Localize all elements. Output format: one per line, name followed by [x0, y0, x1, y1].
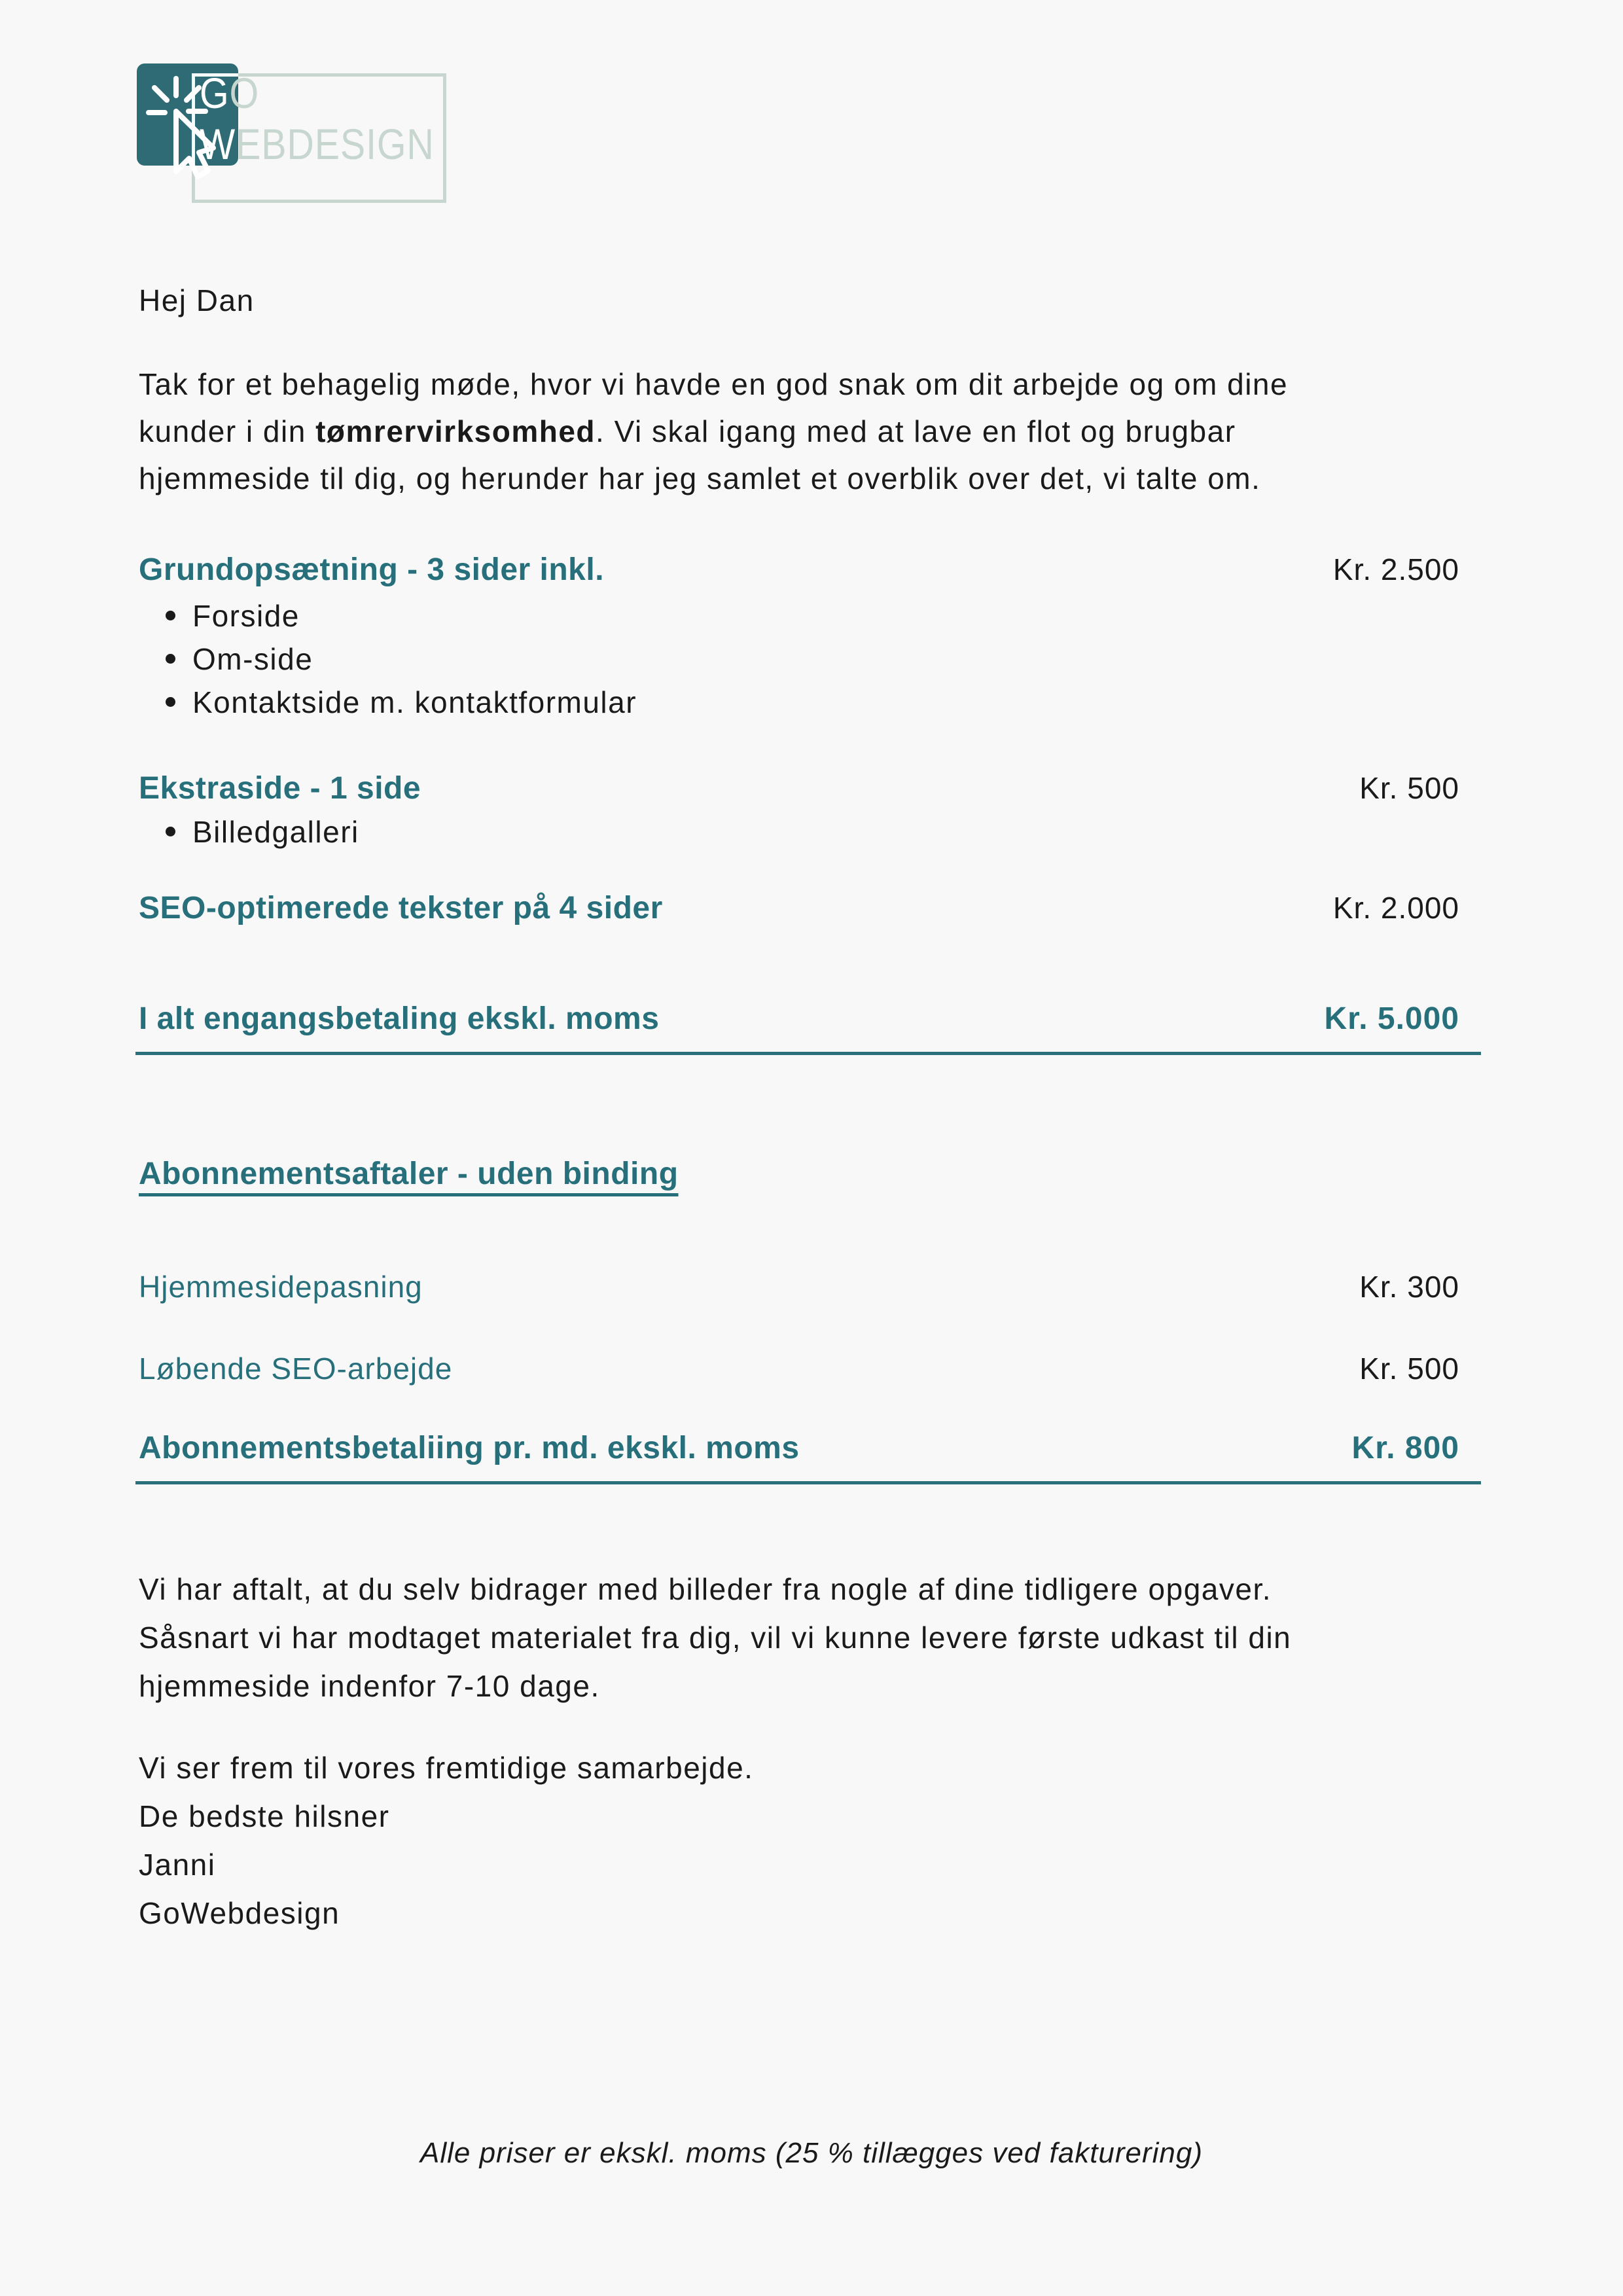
ekstraside-bullet-list — [139, 810, 359, 853]
logo-wordmark — [200, 67, 435, 170]
signature-line-2: Janni — [139, 1848, 216, 1882]
intro-line-1: Tak for et behagelig møde, hvor vi havde en god snak om dit arbejde og om dine — [139, 367, 1289, 401]
grundopsaetning-bullet-list — [139, 594, 637, 724]
intro-paragraph — [139, 361, 1288, 502]
bullet-item: Forside — [139, 594, 637, 637]
intro-line2-post: . Vi skal igang med at lave en flot og brugbar — [596, 414, 1236, 448]
closing-line-1: Vi har aftalt, at du selv bidrager med billeder fra nogle af dine tidligere opgaver. — [139, 1572, 1272, 1606]
footer-price-note: Alle priser er ekskl. moms (25 % tillægges ved fakturering) — [419, 2137, 1204, 2169]
signature-line-3: GoWebdesign — [139, 1896, 340, 1930]
bullet-item: Kontaktside m. kontaktformular — [139, 681, 637, 724]
section-price: Kr. 500 — [1359, 771, 1459, 805]
subscription-price: Kr. 300 — [1359, 1270, 1459, 1304]
logo-wordmark-line2 — [200, 118, 435, 170]
pricing-row-grundopsaetning — [139, 550, 1459, 590]
signature-line-1: De bedste hilsner — [139, 1799, 390, 1833]
logo-letter-g: G — [200, 69, 230, 117]
pricing-row-ekstraside — [139, 768, 1459, 808]
subscription-heading: Abonnementsaftaler - uden binding — [139, 1157, 679, 1191]
section-heading: SEO-optimerede tekster på 4 sider — [139, 891, 663, 925]
intro-line-3: hjemmeside til dig, og herunder har jeg samlet et overblik over det, vi talte om. — [139, 461, 1261, 495]
closing-line-3: hjemmeside indenfor 7-10 dage. — [139, 1669, 600, 1703]
subscription-label: Hjemmesidepasning — [139, 1270, 423, 1304]
subscription-row-total — [139, 1429, 1459, 1468]
section-price: Kr. 2.500 — [1332, 552, 1459, 586]
total-price: Kr. 5.000 — [1324, 1001, 1459, 1036]
divider-onetime — [135, 1052, 1481, 1055]
section-heading: Ekstraside - 1 side — [139, 771, 421, 806]
intro-line2-bold: tømrervirksomhed — [315, 414, 596, 448]
bullet-item: Billedgalleri — [139, 810, 359, 853]
subscription-label: Løbende SEO-arbejde — [139, 1352, 453, 1386]
logo-wordmark-line1 — [200, 67, 435, 118]
subscription-total-price: Kr. 800 — [1351, 1431, 1459, 1465]
closing-paragraph — [139, 1565, 1291, 1710]
subscription-total-label: Abonnementsbetaliing pr. md. ekskl. moms — [139, 1431, 800, 1465]
pricing-row-seo — [139, 888, 1459, 928]
logo-letters-ebdesign: EBDESIGN — [236, 120, 435, 168]
subscription-row-seo-arbejde — [139, 1349, 1459, 1388]
section-heading: Grundopsætning - 3 sider inkl. — [139, 552, 605, 587]
bullet-item: Om-side — [139, 637, 637, 681]
farewell-line: Vi ser frem til vores fremtidige samarbejde. — [139, 1751, 754, 1785]
pricing-row-total-onetime — [139, 999, 1459, 1039]
subscription-row-hjemmesidepasning — [139, 1267, 1459, 1306]
closing-line-2: Såsnart vi har modtaget materialet fra dig, vil vi kunne levere første udkast til din — [139, 1621, 1292, 1655]
intro-line-2 — [139, 408, 1288, 455]
subscription-price: Kr. 500 — [1359, 1352, 1459, 1386]
divider-subscription — [135, 1481, 1481, 1484]
signature-block — [139, 1744, 753, 1937]
intro-line2-pre: kunder i din — [139, 414, 316, 448]
logo-letter-w: W — [200, 120, 236, 168]
logo-letter-o: O — [229, 69, 260, 117]
section-price: Kr. 2.000 — [1332, 891, 1459, 925]
greeting: Hej Dan — [139, 283, 255, 317]
total-label: I alt engangsbetaling ekskl. moms — [139, 1001, 660, 1036]
